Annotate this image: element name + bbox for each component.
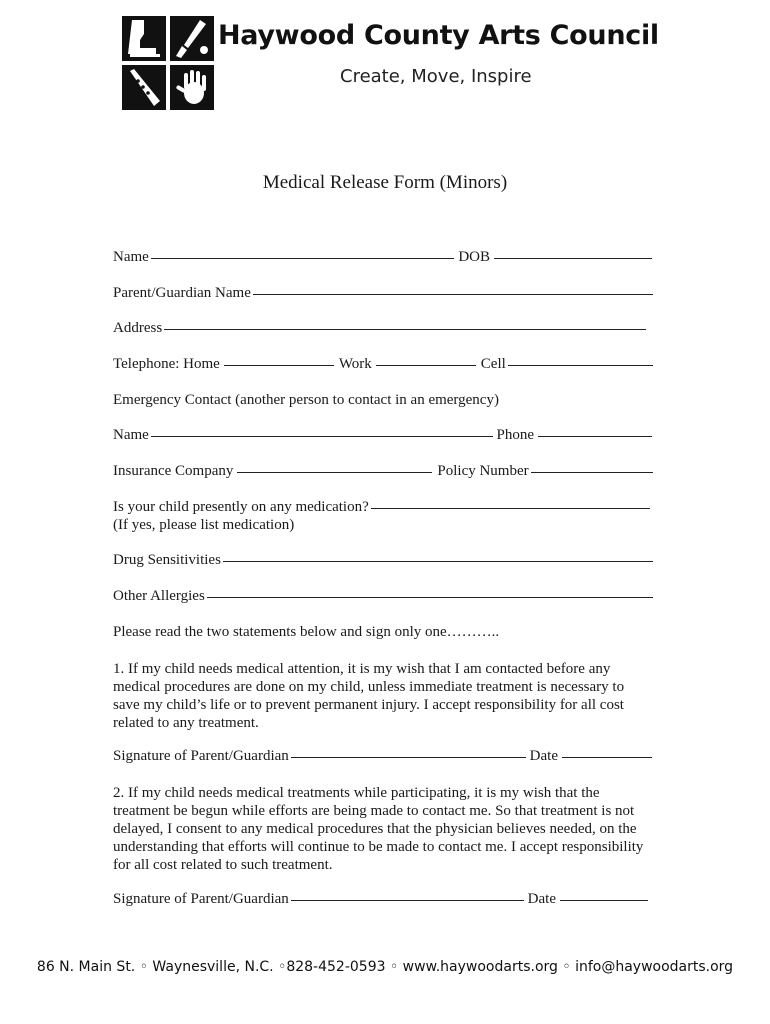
insurance-label: Insurance Company [113, 463, 234, 479]
statement-2-line: understanding that efforts will continue to be made to contact me. I accept responsibility [113, 839, 644, 855]
drug-field[interactable] [223, 561, 653, 562]
date-1-field[interactable] [562, 757, 652, 758]
guardian-label: Parent/Guardian Name [113, 285, 251, 301]
medication-note-text: (If yes, please list medication) [113, 517, 295, 533]
signature-1-row [113, 748, 657, 765]
boot-icon [122, 16, 166, 61]
date-2-field[interactable] [560, 900, 648, 901]
tagline: Create, Move, Inspire [340, 66, 532, 87]
signature-2-field[interactable] [291, 900, 524, 901]
medication-label: Is your child presently on any medication? [113, 499, 369, 515]
statement-1-line: 1. If my child needs medical attention, it is my wish that I am contacted before any [113, 661, 611, 677]
signature-1-label: Signature of Parent/Guardian [113, 748, 289, 764]
signature-1-field[interactable] [291, 757, 526, 758]
footer-contact: 86 N. Main St. ◦ Waynesville, N.C. ◦828-452-0593 ◦ www.haywoodarts.org ◦ info@haywoodarts.org [36, 959, 734, 975]
drug-label: Drug Sensitivities [113, 552, 221, 568]
statement-1-line: medical procedures are done on my child, unless immediate treatment is necessary to [113, 679, 625, 695]
statement-2-line: treatment be begun while efforts are being made to contact me. So that treatment is not [113, 803, 635, 819]
emergency-heading-text: Emergency Contact (another person to contact in an emergency) [113, 392, 499, 408]
address-label: Address [113, 320, 163, 336]
date-1-label: Date [529, 748, 558, 764]
statement-2 [113, 784, 658, 874]
insurance-field[interactable] [237, 472, 432, 473]
handprint-icon [170, 65, 214, 110]
emergency-name-label: Name [113, 427, 149, 443]
work-phone-label: Work [338, 356, 372, 372]
cell-phone-label: Cell [480, 356, 506, 372]
allergies-label: Other Allergies [113, 588, 205, 604]
address-field[interactable] [164, 329, 646, 330]
paintbrush-icon [170, 16, 214, 61]
allergies-row [113, 588, 657, 605]
dob-label: DOB [458, 249, 490, 265]
org-name: Haywood County Arts Council [218, 20, 659, 51]
statement-1 [113, 660, 658, 732]
policy-label: Policy Number [437, 463, 529, 479]
drug-row [113, 552, 657, 569]
statement-1-line: related to any treatment. [113, 715, 259, 731]
dob-field[interactable] [494, 258, 652, 259]
emergency-name-row [113, 427, 657, 444]
statement-2-line: 2. If my child needs medical treatments while participating, it is my wish that the [113, 785, 600, 801]
medication-row [113, 499, 654, 516]
instructions [113, 624, 657, 641]
name-dob-row [113, 249, 657, 266]
guardian-field[interactable] [253, 294, 653, 295]
guardian-row [113, 285, 657, 302]
home-phone-label: Telephone: Home [113, 356, 220, 372]
telephone-row [113, 356, 657, 373]
statement-2-line: delayed, I consent to any medical procedures that the physician believes needed, on the [113, 821, 637, 837]
address-row [113, 320, 650, 337]
insurance-row [113, 463, 657, 480]
logo [122, 16, 214, 110]
medication-note [113, 517, 657, 534]
emergency-name-field[interactable] [151, 436, 493, 437]
home-phone-field[interactable] [224, 365, 334, 366]
name-label: Name [113, 249, 149, 265]
signature-2-row [113, 891, 653, 908]
statement-2-line: for all cost related to such treatment. [113, 857, 333, 873]
medication-field[interactable] [371, 508, 650, 509]
work-phone-field[interactable] [376, 365, 476, 366]
policy-field[interactable] [531, 472, 653, 473]
emergency-heading [113, 392, 657, 409]
phone-label: Phone [496, 427, 534, 443]
form-title: Medical Release Form (Minors) [262, 172, 508, 193]
date-2-label: Date [527, 891, 556, 907]
statement-1-line: save my child’s life or to prevent permanent injury. I accept responsibility for all cost [113, 697, 624, 713]
signature-2-label: Signature of Parent/Guardian [113, 891, 289, 907]
name-field[interactable] [151, 258, 455, 259]
cell-phone-field[interactable] [508, 365, 653, 366]
instructions-text: Please read the two statements below and sign only one……….. [113, 624, 500, 640]
allergies-field[interactable] [207, 597, 653, 598]
phone-field[interactable] [538, 436, 652, 437]
clarinet-icon [122, 65, 166, 110]
